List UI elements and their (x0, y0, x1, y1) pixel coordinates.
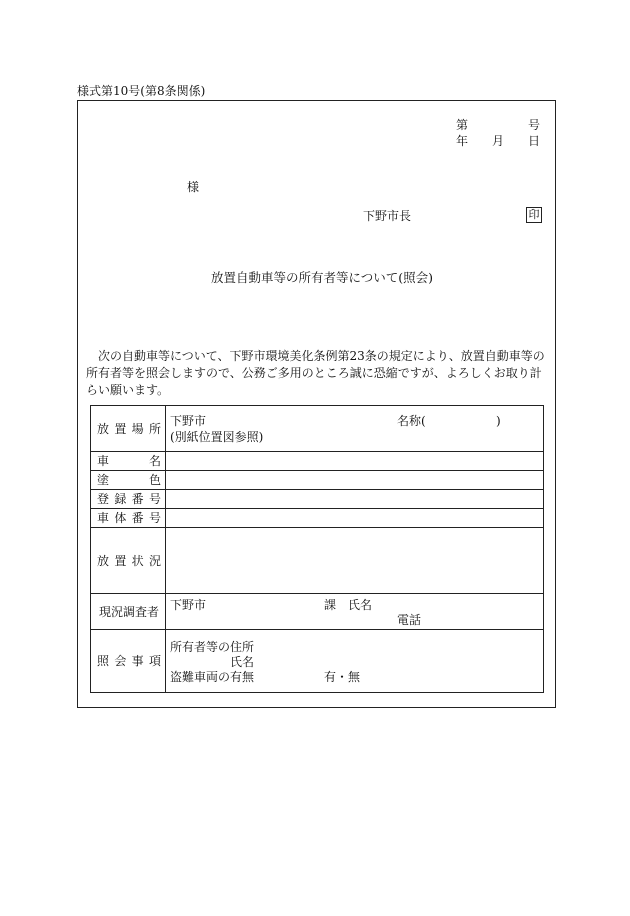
location-city: 下野市 (170, 414, 207, 428)
label-char: 車 (97, 511, 110, 525)
label-char: 色 (148, 473, 161, 487)
label-cell-chassis (91, 509, 166, 528)
label-cell-investigator (91, 594, 166, 630)
label-char: 車 (97, 454, 110, 468)
table-row-car-name (91, 452, 544, 471)
location-map-note: (別紙位置図参照) (170, 430, 264, 444)
label-char: 塗 (97, 473, 110, 487)
label-char: 置 (114, 553, 127, 568)
label-char: 置 (114, 421, 127, 436)
label-char: 項 (148, 654, 161, 668)
location-name-open: 名称( (397, 414, 426, 428)
inquiry-table (90, 405, 544, 693)
label-cell-registration (91, 490, 166, 509)
label-char: 場 (131, 421, 144, 436)
label-char: 照 (97, 654, 110, 668)
value-cell-inquiry (166, 630, 544, 693)
investigator-section: 課 (324, 598, 337, 612)
label-char: 体 (114, 511, 127, 525)
owner-name: 氏名 (230, 655, 255, 669)
body-paragraph: 次の自動車等について、下野市環境美化条例第23条の規定により、放置自動車等の所有者等を照会しますので、公務ご多用のところ誠に恐縮ですが、よろしくお取り計らい願います。 (86, 349, 545, 397)
label-char: 番 (131, 511, 144, 525)
label-cell-car-name (91, 452, 166, 471)
location-label (91, 423, 165, 435)
label-cell-inquiry (91, 630, 166, 693)
value-cell-registration (166, 490, 544, 509)
investigator-phone: 電話 (397, 613, 422, 627)
label-char: 況 (148, 553, 161, 568)
label-char: 号 (148, 492, 161, 506)
form-number-label: 様式第10号(第8条関係) (77, 84, 206, 98)
label-char: 状 (131, 553, 144, 568)
table-row-color (91, 471, 544, 490)
investigator-label: 現況調査者 (98, 604, 159, 619)
label-char: 号 (148, 511, 161, 525)
table-row-investigator (91, 594, 544, 630)
table-row-location (91, 406, 544, 452)
number-prefix: 第 (456, 118, 469, 132)
table-row-registration (91, 490, 544, 509)
stolen-vehicle: 盗難車両の有無 (170, 670, 255, 684)
value-cell-color (166, 471, 544, 490)
owner-address: 所有者等の住所 (170, 640, 255, 654)
value-cell-chassis (166, 509, 544, 528)
label-char: 会 (114, 654, 127, 668)
label-char: 事 (131, 654, 144, 668)
label-char: 放 (97, 421, 110, 436)
stolen-yes-no: 有・無 (324, 670, 361, 684)
document-date (456, 135, 540, 147)
label-char: 録 (114, 492, 127, 506)
label-cell-color (91, 471, 166, 490)
label-char: 番 (131, 492, 144, 506)
status-label (91, 555, 165, 567)
table-row-status (91, 528, 544, 594)
label-char: 所 (148, 421, 161, 436)
investigator-name: 氏名 (348, 598, 373, 612)
date-day: 日 (527, 134, 540, 148)
value-cell-location (166, 406, 544, 452)
date-month: 月 (491, 134, 504, 148)
document-number (456, 119, 540, 131)
table-row-chassis (91, 509, 544, 528)
label-cell-location (91, 406, 166, 452)
addressee-suffix: 様 (187, 180, 200, 194)
table-row-inquiry (91, 630, 544, 693)
seal-stamp-box: 印 (526, 207, 542, 223)
value-cell-car-name (166, 452, 544, 471)
document-title: 放置自動車等の所有者等について(照会) (211, 270, 434, 285)
inquiry-label (91, 655, 165, 667)
color-label (91, 474, 165, 486)
value-cell-investigator (166, 594, 544, 630)
label-char: 登 (97, 492, 110, 506)
car-name-label (91, 455, 165, 467)
date-year: 年 (456, 134, 469, 148)
investigator-city: 下野市 (170, 598, 207, 612)
label-char: 名 (148, 454, 161, 468)
location-name-close: ) (496, 414, 501, 428)
value-cell-status (166, 528, 544, 594)
sender-mayor: 下野市長 (363, 209, 412, 223)
label-cell-status (91, 528, 166, 594)
registration-label (91, 493, 165, 505)
number-suffix: 号 (527, 118, 540, 132)
label-char: 放 (97, 553, 110, 568)
chassis-label (91, 512, 165, 524)
